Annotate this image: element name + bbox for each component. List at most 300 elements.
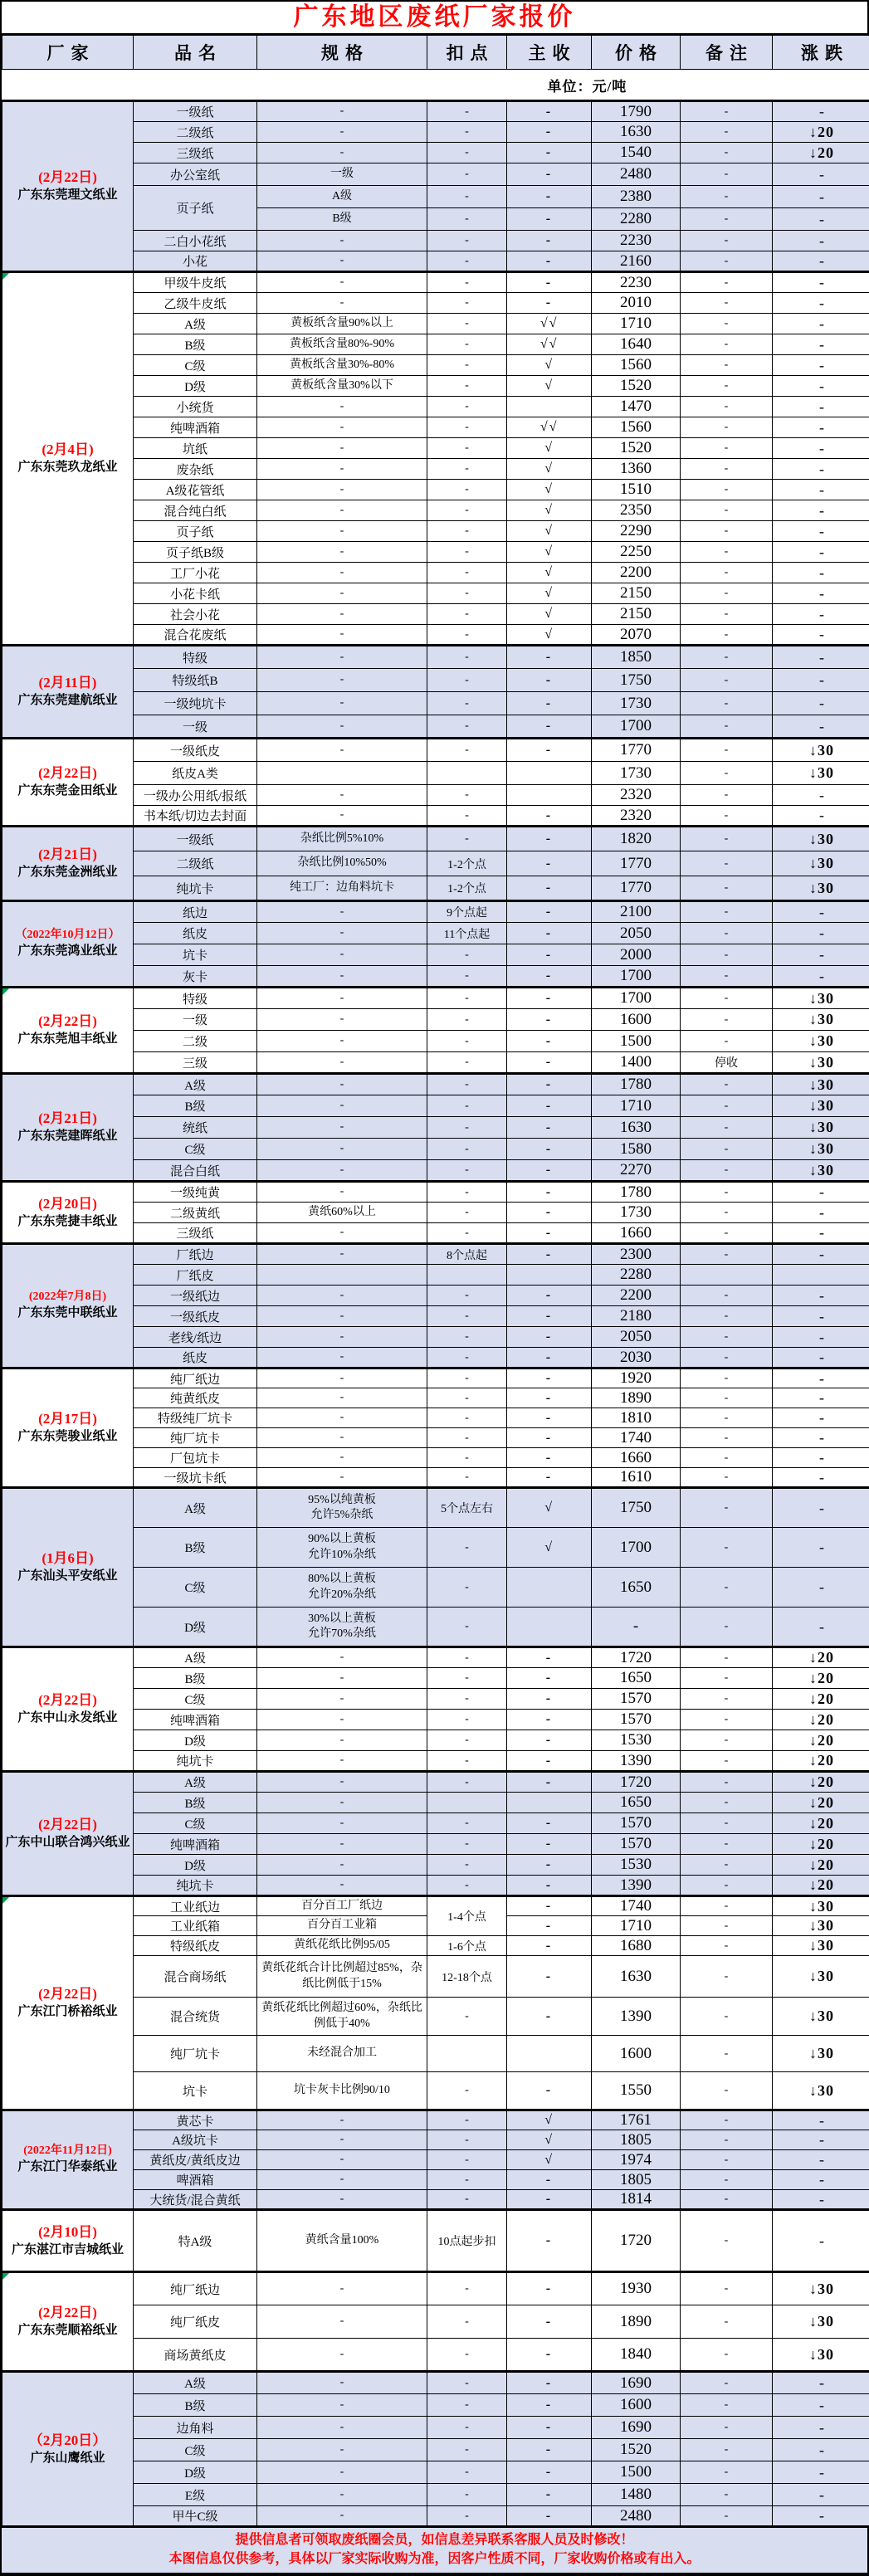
main-collect-cell	[507, 1793, 592, 1813]
main-collect-cell: -	[507, 1468, 592, 1488]
change-cell: ↓30	[773, 1009, 869, 1031]
product-cell: 特级纸B	[134, 669, 257, 692]
deduction-cell: -	[427, 2484, 507, 2506]
product-cell: 边角料	[134, 2417, 257, 2439]
note-cell: -	[681, 122, 773, 143]
change-cell	[773, 1265, 869, 1286]
main-collect-cell: √	[507, 355, 592, 376]
price-cell: 1540	[592, 143, 681, 163]
deduction-cell: -	[427, 2072, 507, 2110]
main-collect-cell: -	[507, 1647, 592, 1668]
change-cell: -	[773, 1182, 869, 1203]
page-title: 广东地区废纸厂家报价	[2, 2, 867, 35]
price-cell: 1470	[592, 397, 681, 417]
deduction-cell: -	[427, 1428, 507, 1448]
unit-row	[2, 70, 869, 101]
deduction-cell	[427, 762, 507, 785]
product-cell: 统纸	[134, 1117, 257, 1139]
col-header-spec: 规格	[257, 36, 427, 70]
main-collect-cell: √	[507, 625, 592, 646]
main-collect-cell: -	[507, 1956, 592, 1998]
change-cell: -	[773, 785, 869, 806]
spec-cell: -	[257, 293, 427, 314]
deduction-cell: -	[427, 1813, 507, 1834]
deduction-cell: -	[427, 355, 507, 376]
note-cell: -	[681, 1751, 773, 1772]
product-cell: 纯黄纸皮	[134, 1388, 257, 1408]
main-collect-cell: -	[507, 1348, 592, 1368]
price-cell: 1660	[592, 1448, 681, 1468]
deduction-cell: -	[427, 272, 507, 293]
factory-cell	[2, 1896, 134, 2110]
spec-cell: -	[257, 1408, 427, 1428]
main-collect-cell	[507, 1608, 592, 1647]
note-cell: -	[681, 583, 773, 604]
deduction-cell: -	[427, 101, 507, 122]
product-cell: A级坑卡	[134, 2130, 257, 2150]
product-cell: B级	[134, 1668, 257, 1689]
deduction-cell: -	[427, 785, 507, 806]
price-cell: 1840	[592, 2339, 681, 2372]
product-cell: 废杂纸	[134, 459, 257, 480]
factory-date: (2月10日)	[4, 2223, 131, 2242]
change-cell: -	[773, 1568, 869, 1608]
note-cell: -	[681, 1182, 773, 1203]
spec-cell: -	[257, 1647, 427, 1668]
product-cell: 老线/纸边	[134, 1327, 257, 1348]
table-row	[2, 1488, 869, 1528]
price-cell: 1610	[592, 1468, 681, 1488]
main-collect-cell: -	[507, 1855, 592, 1876]
spec-cell: -	[257, 692, 427, 715]
change-cell: -	[773, 1286, 869, 1306]
deduction-cell: -	[427, 417, 507, 438]
factory-date: (2022年7月8日)	[4, 1290, 131, 1305]
deduction-cell: -	[427, 2272, 507, 2305]
note-cell: -	[681, 2110, 773, 2130]
product-cell: 一级纸	[134, 101, 257, 122]
spec-cell: 杂纸比例10%50%	[257, 851, 427, 876]
price-cell: 1790	[592, 101, 681, 122]
factory-date: (2月22日)	[4, 764, 131, 783]
change-cell: ↓20	[773, 143, 869, 163]
main-collect-cell: -	[507, 988, 592, 1009]
factory-cell	[2, 2272, 134, 2372]
deduction-cell: -	[427, 542, 507, 563]
price-cell: 1520	[592, 2439, 681, 2461]
main-collect-cell	[507, 785, 592, 806]
factory-date: (2月22日)	[4, 1691, 131, 1710]
main-collect-cell: -	[507, 272, 592, 293]
spec-cell: 80%以上黄板 允许20%杂纸	[257, 1568, 427, 1608]
note-cell: -	[681, 923, 773, 944]
product-cell: 特级纯厂坑卡	[134, 1408, 257, 1428]
price-cell: 1600	[592, 1009, 681, 1031]
product-cell: 纯厂坑卡	[134, 2036, 257, 2072]
deduction-cell: -	[427, 1095, 507, 1117]
spec-cell: -	[257, 542, 427, 563]
factory-block	[2, 2272, 869, 2372]
spec-cell	[257, 762, 427, 785]
product-cell: 纯坑卡	[134, 1751, 257, 1772]
price-cell: 2070	[592, 625, 681, 646]
note-cell: -	[681, 2036, 773, 2072]
note-cell: -	[681, 163, 773, 186]
price-cell: 1890	[592, 2305, 681, 2339]
main-collect-cell: -	[507, 1388, 592, 1408]
factory-name: 广东东莞中联纸业	[4, 1305, 131, 1322]
spec-cell: -	[257, 1772, 427, 1793]
note-cell: -	[681, 1244, 773, 1265]
note-cell: -	[681, 500, 773, 521]
product-cell: 纸皮	[134, 923, 257, 944]
change-cell: -	[773, 1448, 869, 1468]
note-cell: -	[681, 2372, 773, 2394]
deduction-cell: 12-18个点	[427, 1956, 507, 1998]
deduction-cell: -	[427, 1876, 507, 1896]
product-cell: B级	[134, 1095, 257, 1117]
deduction-cell: -	[427, 1139, 507, 1160]
price-cell: 1930	[592, 2272, 681, 2305]
product-cell: D级	[134, 2461, 257, 2484]
price-cell: 2150	[592, 604, 681, 625]
spec-cell: -	[257, 966, 427, 988]
change-cell: -	[773, 500, 869, 521]
deduction-cell: -	[427, 944, 507, 966]
factory-name: 广东东莞金洲纸业	[4, 865, 131, 881]
factory-date: (2月20日)	[4, 1195, 131, 1214]
spec-cell: -	[257, 1117, 427, 1139]
price-cell: 2100	[592, 901, 681, 923]
table-row	[2, 1896, 869, 1916]
factory-block	[2, 1182, 869, 1244]
price-cell: 2230	[592, 231, 681, 251]
deduction-cell	[427, 2036, 507, 2072]
spec-cell: 杂纸比例5%10%	[257, 827, 427, 851]
price-cell: 1710	[592, 1095, 681, 1117]
product-cell: 页子纸	[134, 186, 257, 231]
product-cell: A级	[134, 2372, 257, 2394]
product-cell: 二级纸	[134, 851, 257, 876]
product-cell: B级	[134, 1793, 257, 1813]
main-collect-cell: -	[507, 876, 592, 901]
note-cell: -	[681, 542, 773, 563]
main-collect-cell: -	[507, 1182, 592, 1203]
factory-block	[2, 1896, 869, 2110]
main-collect-cell: -	[507, 163, 592, 186]
change-cell: -	[773, 1608, 869, 1647]
main-collect-cell: -	[507, 208, 592, 231]
spec-cell: -	[257, 1730, 427, 1751]
footer-line-2: 本图信息仅供参考，具体以厂家实际收购为准，因客户性质不同，厂家收购价格或有出入。	[2, 2549, 867, 2569]
table-row	[2, 901, 869, 923]
deduction-cell: -	[427, 583, 507, 604]
change-cell: -	[773, 101, 869, 122]
main-collect-cell: -	[507, 1689, 592, 1710]
price-cell: 1720	[592, 2210, 681, 2272]
note-cell: -	[681, 521, 773, 542]
price-cell: 2160	[592, 251, 681, 272]
price-cell: 2280	[592, 1265, 681, 1286]
price-cell: 1780	[592, 1074, 681, 1095]
note-cell: -	[681, 625, 773, 646]
main-collect-cell: -	[507, 1998, 592, 2036]
main-collect-cell: √	[507, 2130, 592, 2150]
price-cell: 1750	[592, 669, 681, 692]
spec-cell: -	[257, 944, 427, 966]
price-cell: 1680	[592, 1936, 681, 1956]
price-cell: 1500	[592, 1031, 681, 1052]
deduction-cell: -	[427, 1730, 507, 1751]
product-cell: 纯厂纸边	[134, 2272, 257, 2305]
price-cell: 1740	[592, 1428, 681, 1448]
note-cell: -	[681, 806, 773, 827]
deduction-cell: -	[427, 1031, 507, 1052]
deduction-cell: -	[427, 251, 507, 272]
deduction-cell: -	[427, 1368, 507, 1388]
main-collect-cell: √	[507, 1488, 592, 1528]
deduction-cell: -	[427, 2394, 507, 2417]
factory-date: （2022年10月12日）	[4, 928, 131, 944]
price-cell: 1660	[592, 1223, 681, 1244]
price-cell: 2300	[592, 1244, 681, 1265]
product-cell: C级	[134, 1139, 257, 1160]
note-cell: -	[681, 231, 773, 251]
price-cell: 1761	[592, 2110, 681, 2130]
main-collect-cell: -	[507, 1009, 592, 1031]
product-cell: 纯厂纸边	[134, 1368, 257, 1388]
factory-block	[2, 272, 869, 646]
change-cell: ↓20	[773, 1834, 869, 1855]
product-cell: D级	[134, 1608, 257, 1647]
spec-cell: B级	[257, 208, 427, 231]
main-collect-cell: -	[507, 739, 592, 762]
factory-date: (2月22日)	[4, 2304, 131, 2323]
price-cell: 1520	[592, 376, 681, 397]
product-cell: 小花	[134, 251, 257, 272]
change-cell: -	[773, 944, 869, 966]
product-cell: 大统货/混合黄纸	[134, 2190, 257, 2210]
price-cell: 1480	[592, 2484, 681, 2506]
deduction-cell	[427, 1265, 507, 1286]
product-cell: 混合白纸	[134, 1160, 257, 1182]
spec-cell: -	[257, 2394, 427, 2417]
product-cell: 特A级	[134, 2210, 257, 2272]
product-cell: 纯厂坑卡	[134, 1428, 257, 1448]
spec-cell: -	[257, 1428, 427, 1448]
product-cell: 办公室纸	[134, 163, 257, 186]
note-cell: -	[681, 669, 773, 692]
spec-cell: 黄板纸含量90%以上	[257, 314, 427, 334]
note-cell: -	[681, 944, 773, 966]
note-cell: -	[681, 692, 773, 715]
price-cell: 1740	[592, 1896, 681, 1916]
product-cell: 纸边	[134, 901, 257, 923]
spec-cell: -	[257, 1160, 427, 1182]
product-cell: 特级	[134, 988, 257, 1009]
note-cell: -	[681, 1468, 773, 1488]
note-cell: -	[681, 2439, 773, 2461]
note-cell: -	[681, 1647, 773, 1668]
main-collect-cell: -	[507, 2439, 592, 2461]
main-collect-cell: -	[507, 1916, 592, 1936]
factory-date: (2月21日)	[4, 1110, 131, 1129]
factory-block	[2, 988, 869, 1074]
spec-cell: 黄板纸含量30%以下	[257, 376, 427, 397]
main-collect-cell: -	[507, 2417, 592, 2439]
deduction-cell: -	[427, 2170, 507, 2190]
table-row	[2, 1368, 869, 1388]
factory-block	[2, 1647, 869, 1772]
note-cell: -	[681, 334, 773, 355]
change-cell: -	[773, 806, 869, 827]
product-cell: 三级	[134, 1052, 257, 1074]
note-cell: -	[681, 272, 773, 293]
price-cell: 1720	[592, 1772, 681, 1793]
note-cell: -	[681, 1306, 773, 1327]
change-cell: -	[773, 563, 869, 583]
deduction-cell: -	[427, 1647, 507, 1668]
deduction-cell: -	[427, 1668, 507, 1689]
note-cell: -	[681, 101, 773, 122]
change-cell: -	[773, 1348, 869, 1368]
product-cell: 纯厂纸皮	[134, 2305, 257, 2339]
change-cell: ↓20	[773, 1793, 869, 1813]
change-cell: -	[773, 208, 869, 231]
product-cell: C级	[134, 2439, 257, 2461]
spec-cell: -	[257, 715, 427, 739]
price-cell: 1820	[592, 827, 681, 851]
change-cell: -	[773, 2110, 869, 2130]
change-cell: -	[773, 715, 869, 739]
product-cell: 纯啤酒箱	[134, 1834, 257, 1855]
change-cell: -	[773, 2170, 869, 2190]
note-cell: -	[681, 1896, 773, 1916]
price-cell: 1770	[592, 851, 681, 876]
main-collect-cell: -	[507, 2272, 592, 2305]
note-cell: -	[681, 1448, 773, 1468]
product-cell: 坑卡	[134, 944, 257, 966]
note-cell: -	[681, 1793, 773, 1813]
factory-cell	[2, 101, 134, 272]
change-cell: -	[773, 417, 869, 438]
note-cell	[681, 1265, 773, 1286]
note-cell: -	[681, 2130, 773, 2150]
main-collect-cell: -	[507, 2170, 592, 2190]
deduction-cell: -	[427, 2150, 507, 2170]
deduction-cell: -	[427, 1528, 507, 1568]
main-collect-cell: -	[507, 293, 592, 314]
change-cell: ↓30	[773, 988, 869, 1009]
note-cell: -	[681, 2210, 773, 2272]
price-cell: 1650	[592, 1568, 681, 1608]
main-collect-cell: √	[507, 459, 592, 480]
note-cell: -	[681, 2461, 773, 2484]
product-cell: 书本纸/切边去封面	[134, 806, 257, 827]
change-cell: -	[773, 2484, 869, 2506]
change-cell: -	[773, 625, 869, 646]
spec-cell: -	[257, 1095, 427, 1117]
price-cell: 2230	[592, 272, 681, 293]
deduction-cell: -	[427, 1388, 507, 1408]
product-cell: C级	[134, 1813, 257, 1834]
product-cell: 纯啤酒箱	[134, 1710, 257, 1730]
change-cell: -	[773, 376, 869, 397]
factory-date: (2022年11月12日)	[4, 2144, 131, 2159]
deduction-cell: -	[427, 2130, 507, 2150]
main-collect-cell: √√	[507, 334, 592, 355]
price-cell: 1730	[592, 692, 681, 715]
change-cell: ↓30	[773, 876, 869, 901]
main-collect-cell: -	[507, 1751, 592, 1772]
product-cell: 混合统货	[134, 1998, 257, 2036]
deduction-cell: -	[427, 1160, 507, 1182]
price-cell: 2200	[592, 563, 681, 583]
product-cell: 二级	[134, 1031, 257, 1052]
price-cell: 1530	[592, 1855, 681, 1876]
deduction-cell: -	[427, 500, 507, 521]
table-row	[2, 827, 869, 851]
col-header-product: 品名	[134, 36, 257, 70]
note-cell: -	[681, 186, 773, 208]
change-cell: -	[773, 1488, 869, 1528]
product-cell: 三级纸	[134, 1223, 257, 1244]
spec-cell: -	[257, 143, 427, 163]
change-cell: -	[773, 480, 869, 500]
factory-name: 广东江门华泰纸业	[4, 2159, 131, 2176]
deduction-cell: -	[427, 739, 507, 762]
change-cell: -	[773, 966, 869, 988]
price-cell: 1770	[592, 876, 681, 901]
spec-cell: -	[257, 1855, 427, 1876]
note-cell: -	[681, 143, 773, 163]
spec-cell: -	[257, 231, 427, 251]
spec-cell: A级	[257, 186, 427, 208]
factory-cell	[2, 901, 134, 988]
deduction-cell: -	[427, 2439, 507, 2461]
change-cell: ↓30	[773, 1117, 869, 1139]
note-cell: -	[681, 1855, 773, 1876]
factory-block	[2, 2210, 869, 2272]
note-cell: -	[681, 1286, 773, 1306]
factory-name: 广东东莞玖龙纸业	[4, 460, 131, 476]
note-cell: -	[681, 1117, 773, 1139]
table-row	[2, 2372, 869, 2394]
table-row	[2, 1074, 869, 1095]
deduction-cell: -	[427, 1052, 507, 1074]
factory-name: 广东东莞旭丰纸业	[4, 1032, 131, 1048]
spec-cell: -	[257, 1031, 427, 1052]
deduction-cell: -	[427, 988, 507, 1009]
factory-name: 广东山鹰纸业	[4, 2451, 131, 2467]
deduction-cell: 9个点起	[427, 901, 507, 923]
main-collect-cell: -	[507, 1052, 592, 1074]
note-cell: -	[681, 876, 773, 901]
note-cell: -	[681, 2394, 773, 2417]
spec-cell: -	[257, 1244, 427, 1265]
spec-cell: -	[257, 500, 427, 521]
main-collect-cell: -	[507, 2305, 592, 2339]
spec-cell: 坑卡灰卡比例90/10	[257, 2072, 427, 2110]
price-cell: 1805	[592, 2170, 681, 2190]
price-cell: 1730	[592, 1203, 681, 1223]
main-collect-cell: √	[507, 2150, 592, 2170]
price-cell: 1600	[592, 2036, 681, 2072]
main-collect-cell: -	[507, 2072, 592, 2110]
price-cell: -	[592, 1608, 681, 1647]
footer-note	[2, 2526, 867, 2573]
col-header-price: 价格	[592, 36, 681, 70]
